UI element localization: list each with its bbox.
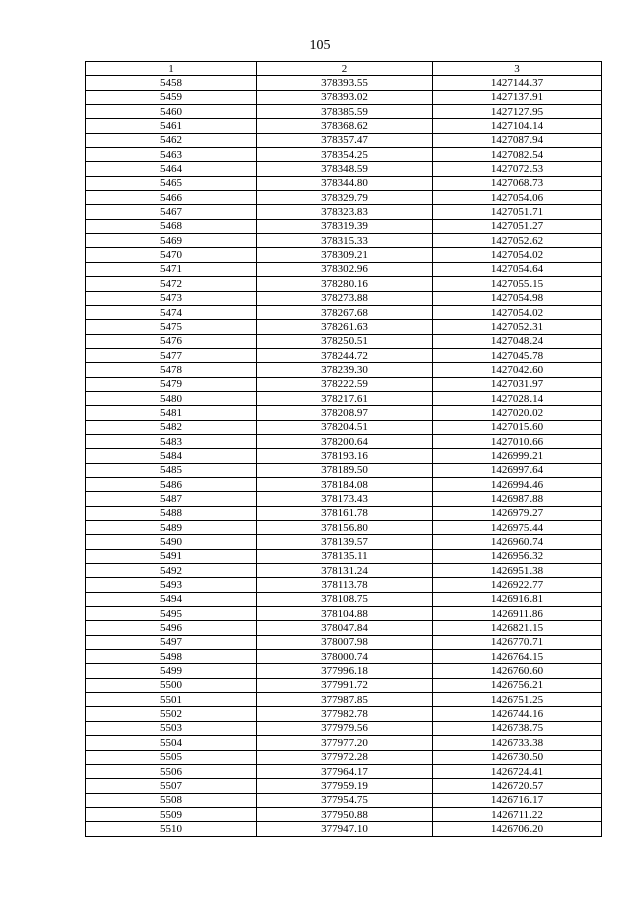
point-number-cell: 5485: [86, 463, 257, 477]
point-number-cell: 5480: [86, 391, 257, 405]
table-row: [86, 320, 602, 334]
table-row: [86, 822, 602, 836]
y-coordinate-cell: 1426911.86: [433, 607, 602, 621]
table-row: [86, 635, 602, 649]
y-coordinate-cell: 1426733.38: [433, 736, 602, 750]
y-coordinate-cell: 1426756.21: [433, 678, 602, 692]
x-coordinate-cell: 378047.84: [257, 621, 433, 635]
table-row: [86, 148, 602, 162]
x-coordinate-cell: 377996.18: [257, 664, 433, 678]
x-coordinate-cell: 378280.16: [257, 277, 433, 291]
x-coordinate-cell: 378267.68: [257, 305, 433, 319]
column-header-2: 2: [257, 62, 433, 76]
table-row: [86, 434, 602, 448]
x-coordinate-cell: 378189.50: [257, 463, 433, 477]
y-coordinate-cell: 1426999.21: [433, 449, 602, 463]
table-row: [86, 334, 602, 348]
x-coordinate-cell: 378108.75: [257, 592, 433, 606]
point-number-cell: 5498: [86, 650, 257, 664]
x-coordinate-cell: 378309.21: [257, 248, 433, 262]
x-coordinate-cell: 378261.63: [257, 320, 433, 334]
table-row: [86, 807, 602, 821]
table-row: [86, 521, 602, 535]
x-coordinate-cell: 378348.59: [257, 162, 433, 176]
x-coordinate-cell: 378250.51: [257, 334, 433, 348]
y-coordinate-cell: 1427020.02: [433, 406, 602, 420]
point-number-cell: 5471: [86, 262, 257, 276]
table-row: [86, 234, 602, 248]
y-coordinate-cell: 1426997.64: [433, 463, 602, 477]
y-coordinate-cell: 1427015.60: [433, 420, 602, 434]
point-number-cell: 5507: [86, 779, 257, 793]
x-coordinate-cell: 378184.08: [257, 477, 433, 491]
table-row: [86, 162, 602, 176]
y-coordinate-cell: 1427051.27: [433, 219, 602, 233]
x-coordinate-cell: 378000.74: [257, 650, 433, 664]
point-number-cell: 5468: [86, 219, 257, 233]
y-coordinate-cell: 1426730.50: [433, 750, 602, 764]
y-coordinate-cell: 1427104.14: [433, 119, 602, 133]
y-coordinate-cell: 1426724.41: [433, 764, 602, 778]
x-coordinate-cell: 378273.88: [257, 291, 433, 305]
x-coordinate-cell: 378323.83: [257, 205, 433, 219]
column-header-1: 1: [86, 62, 257, 76]
table-row: [86, 578, 602, 592]
table-row: [86, 607, 602, 621]
x-coordinate-cell: 378007.98: [257, 635, 433, 649]
header-row: [86, 62, 602, 76]
x-coordinate-cell: 378139.57: [257, 535, 433, 549]
table-row: [86, 406, 602, 420]
point-number-cell: 5474: [86, 305, 257, 319]
table-row: [86, 305, 602, 319]
y-coordinate-cell: 1427068.73: [433, 176, 602, 190]
table-header: [86, 62, 602, 76]
table-row: [86, 348, 602, 362]
y-coordinate-cell: 1426720.57: [433, 779, 602, 793]
x-coordinate-cell: 378354.25: [257, 148, 433, 162]
column-header-3: 3: [433, 62, 602, 76]
point-number-cell: 5467: [86, 205, 257, 219]
y-coordinate-cell: 1426916.81: [433, 592, 602, 606]
table-row: [86, 693, 602, 707]
point-number-cell: 5504: [86, 736, 257, 750]
point-number-cell: 5479: [86, 377, 257, 391]
x-coordinate-cell: 378104.88: [257, 607, 433, 621]
x-coordinate-cell: 377947.10: [257, 822, 433, 836]
point-number-cell: 5477: [86, 348, 257, 362]
table-row: [86, 721, 602, 735]
x-coordinate-cell: 378135.11: [257, 549, 433, 563]
y-coordinate-cell: 1426987.88: [433, 492, 602, 506]
y-coordinate-cell: 1426760.60: [433, 664, 602, 678]
table-row: [86, 76, 602, 90]
x-coordinate-cell: 378393.02: [257, 90, 433, 104]
y-coordinate-cell: 1427054.64: [433, 262, 602, 276]
point-number-cell: 5481: [86, 406, 257, 420]
point-number-cell: 5490: [86, 535, 257, 549]
y-coordinate-cell: 1427010.66: [433, 434, 602, 448]
y-coordinate-cell: 1427144.37: [433, 76, 602, 90]
point-number-cell: 5502: [86, 707, 257, 721]
table-row: [86, 678, 602, 692]
x-coordinate-cell: 378385.59: [257, 105, 433, 119]
table-row: [86, 262, 602, 276]
point-number-cell: 5495: [86, 607, 257, 621]
y-coordinate-cell: 1426821.15: [433, 621, 602, 635]
y-coordinate-cell: 1426979.27: [433, 506, 602, 520]
x-coordinate-cell: 378315.33: [257, 234, 433, 248]
table-body: [86, 76, 602, 836]
table-row: [86, 420, 602, 434]
x-coordinate-cell: 378208.97: [257, 406, 433, 420]
point-number-cell: 5482: [86, 420, 257, 434]
y-coordinate-cell: 1426738.75: [433, 721, 602, 735]
y-coordinate-cell: 1427045.78: [433, 348, 602, 362]
y-coordinate-cell: 1427054.02: [433, 305, 602, 319]
y-coordinate-cell: 1427054.02: [433, 248, 602, 262]
y-coordinate-cell: 1426960.74: [433, 535, 602, 549]
table-row: [86, 764, 602, 778]
x-coordinate-cell: 378302.96: [257, 262, 433, 276]
table-row: [86, 549, 602, 563]
point-number-cell: 5462: [86, 133, 257, 147]
coordinates-table: [85, 61, 602, 837]
point-number-cell: 5461: [86, 119, 257, 133]
table-row: [86, 750, 602, 764]
table-row: [86, 105, 602, 119]
point-number-cell: 5488: [86, 506, 257, 520]
y-coordinate-cell: 1426975.44: [433, 521, 602, 535]
point-number-cell: 5470: [86, 248, 257, 262]
point-number-cell: 5496: [86, 621, 257, 635]
point-number-cell: 5475: [86, 320, 257, 334]
point-number-cell: 5466: [86, 191, 257, 205]
x-coordinate-cell: 378173.43: [257, 492, 433, 506]
y-coordinate-cell: 1427055.15: [433, 277, 602, 291]
table-row: [86, 592, 602, 606]
point-number-cell: 5484: [86, 449, 257, 463]
y-coordinate-cell: 1427031.97: [433, 377, 602, 391]
y-coordinate-cell: 1426706.20: [433, 822, 602, 836]
table-row: [86, 219, 602, 233]
table-row: [86, 391, 602, 405]
x-coordinate-cell: 377979.56: [257, 721, 433, 735]
point-number-cell: 5500: [86, 678, 257, 692]
table-row: [86, 535, 602, 549]
x-coordinate-cell: 378204.51: [257, 420, 433, 434]
table-row: [86, 779, 602, 793]
y-coordinate-cell: 1427042.60: [433, 363, 602, 377]
point-number-cell: 5503: [86, 721, 257, 735]
point-number-cell: 5476: [86, 334, 257, 348]
x-coordinate-cell: 378217.61: [257, 391, 433, 405]
table-row: [86, 90, 602, 104]
x-coordinate-cell: 377964.17: [257, 764, 433, 778]
table-row: [86, 463, 602, 477]
table-row: [86, 793, 602, 807]
y-coordinate-cell: 1426994.46: [433, 477, 602, 491]
x-coordinate-cell: 377959.19: [257, 779, 433, 793]
y-coordinate-cell: 1427137.91: [433, 90, 602, 104]
table-row: [86, 377, 602, 391]
x-coordinate-cell: 378368.62: [257, 119, 433, 133]
point-number-cell: 5487: [86, 492, 257, 506]
page-number: 105: [309, 38, 331, 53]
point-number-cell: 5508: [86, 793, 257, 807]
table-row: [86, 621, 602, 635]
y-coordinate-cell: 1426716.17: [433, 793, 602, 807]
point-number-cell: 5458: [86, 76, 257, 90]
y-coordinate-cell: 1426956.32: [433, 549, 602, 563]
point-number-cell: 5489: [86, 521, 257, 535]
y-coordinate-cell: 1427028.14: [433, 391, 602, 405]
x-coordinate-cell: 378200.64: [257, 434, 433, 448]
table-row: [86, 119, 602, 133]
table-row: [86, 133, 602, 147]
y-coordinate-cell: 1426951.38: [433, 564, 602, 578]
y-coordinate-cell: 1427052.31: [433, 320, 602, 334]
x-coordinate-cell: 378222.59: [257, 377, 433, 391]
y-coordinate-cell: 1427048.24: [433, 334, 602, 348]
point-number-cell: 5469: [86, 234, 257, 248]
x-coordinate-cell: 378244.72: [257, 348, 433, 362]
x-coordinate-cell: 378393.55: [257, 76, 433, 90]
point-number-cell: 5497: [86, 635, 257, 649]
point-number-cell: 5460: [86, 105, 257, 119]
x-coordinate-cell: 377954.75: [257, 793, 433, 807]
y-coordinate-cell: 1427054.06: [433, 191, 602, 205]
y-coordinate-cell: 1426711.22: [433, 807, 602, 821]
table-row: [86, 176, 602, 190]
table-row: [86, 492, 602, 506]
table-row: [86, 291, 602, 305]
point-number-cell: 5491: [86, 549, 257, 563]
x-coordinate-cell: 378344.80: [257, 176, 433, 190]
point-number-cell: 5473: [86, 291, 257, 305]
x-coordinate-cell: 377991.72: [257, 678, 433, 692]
x-coordinate-cell: 378113.78: [257, 578, 433, 592]
table-row: [86, 506, 602, 520]
x-coordinate-cell: 377950.88: [257, 807, 433, 821]
table-row: [86, 248, 602, 262]
x-coordinate-cell: 378357.47: [257, 133, 433, 147]
point-number-cell: 5501: [86, 693, 257, 707]
x-coordinate-cell: 378319.39: [257, 219, 433, 233]
table-row: [86, 650, 602, 664]
y-coordinate-cell: 1426770.71: [433, 635, 602, 649]
point-number-cell: 5483: [86, 434, 257, 448]
table-row: [86, 205, 602, 219]
x-coordinate-cell: 378193.16: [257, 449, 433, 463]
point-number-cell: 5463: [86, 148, 257, 162]
table-row: [86, 477, 602, 491]
point-number-cell: 5509: [86, 807, 257, 821]
point-number-cell: 5472: [86, 277, 257, 291]
y-coordinate-cell: 1426744.16: [433, 707, 602, 721]
x-coordinate-cell: 378161.78: [257, 506, 433, 520]
point-number-cell: 5464: [86, 162, 257, 176]
y-coordinate-cell: 1427082.54: [433, 148, 602, 162]
point-number-cell: 5459: [86, 90, 257, 104]
table-row: [86, 277, 602, 291]
y-coordinate-cell: 1427052.62: [433, 234, 602, 248]
y-coordinate-cell: 1426751.25: [433, 693, 602, 707]
point-number-cell: 5494: [86, 592, 257, 606]
table-row: [86, 363, 602, 377]
table-row: [86, 707, 602, 721]
y-coordinate-cell: 1427072.53: [433, 162, 602, 176]
table-row: [86, 664, 602, 678]
y-coordinate-cell: 1427087.94: [433, 133, 602, 147]
y-coordinate-cell: 1427051.71: [433, 205, 602, 219]
y-coordinate-cell: 1426764.15: [433, 650, 602, 664]
table-row: [86, 449, 602, 463]
y-coordinate-cell: 1427127.95: [433, 105, 602, 119]
point-number-cell: 5492: [86, 564, 257, 578]
y-coordinate-cell: 1427054.98: [433, 291, 602, 305]
x-coordinate-cell: 377987.85: [257, 693, 433, 707]
x-coordinate-cell: 377982.78: [257, 707, 433, 721]
x-coordinate-cell: 378156.80: [257, 521, 433, 535]
point-number-cell: 5499: [86, 664, 257, 678]
y-coordinate-cell: 1426922.77: [433, 578, 602, 592]
point-number-cell: 5493: [86, 578, 257, 592]
point-number-cell: 5506: [86, 764, 257, 778]
point-number-cell: 5478: [86, 363, 257, 377]
point-number-cell: 5465: [86, 176, 257, 190]
point-number-cell: 5510: [86, 822, 257, 836]
table-row: [86, 564, 602, 578]
table-row: [86, 191, 602, 205]
x-coordinate-cell: 378131.24: [257, 564, 433, 578]
x-coordinate-cell: 377972.28: [257, 750, 433, 764]
x-coordinate-cell: 377977.20: [257, 736, 433, 750]
x-coordinate-cell: 378239.30: [257, 363, 433, 377]
point-number-cell: 5505: [86, 750, 257, 764]
table-row: [86, 736, 602, 750]
x-coordinate-cell: 378329.79: [257, 191, 433, 205]
point-number-cell: 5486: [86, 477, 257, 491]
